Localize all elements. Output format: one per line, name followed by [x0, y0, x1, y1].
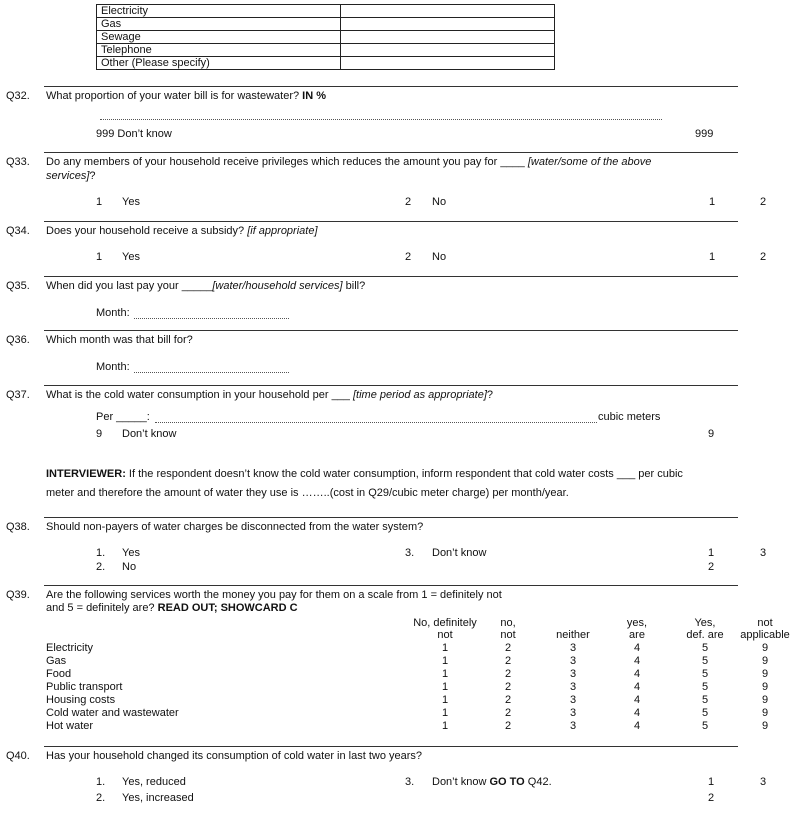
- q39-scale-code[interactable]: 9: [761, 668, 769, 680]
- q37-question: What is the cold water consumption in your household per ___ [time period as appropriate]?: [46, 389, 494, 401]
- q39-scale-code[interactable]: 3: [569, 655, 577, 667]
- q37-per-label: Per _____:: [96, 411, 150, 423]
- q39-question-line1: Are the following services worth the money you pay for them on a scale from 1 = definitely not: [46, 589, 502, 601]
- divider: [44, 385, 738, 386]
- service-name-cell: Sewage: [97, 31, 341, 44]
- q39-row-label: Hot water: [46, 720, 94, 732]
- q32-answer-line[interactable]: [100, 119, 662, 120]
- q35-question: When did you last pay your _____[water/household services] bill?: [46, 280, 366, 292]
- q38-option-num: 3.: [405, 547, 415, 559]
- q39-row-label: Gas: [46, 655, 67, 667]
- q39-scale-code[interactable]: 3: [569, 720, 577, 732]
- q39-scale-code[interactable]: 4: [633, 655, 641, 667]
- q33-number: Q33.: [6, 156, 30, 168]
- q34-number: Q34.: [6, 225, 30, 237]
- q39-column-header: no,: [500, 617, 516, 629]
- service-value-cell[interactable]: [341, 44, 555, 57]
- q39-column-header: def. are: [686, 629, 724, 641]
- service-name-cell: Other (Please specify): [97, 57, 341, 70]
- q39-column-header: not: [757, 617, 773, 629]
- q39-scale-code[interactable]: 3: [569, 707, 577, 719]
- q39-scale-code[interactable]: 5: [701, 707, 709, 719]
- q37-option-dont-know[interactable]: Don’t know: [122, 428, 177, 440]
- q39-scale-code[interactable]: 5: [701, 681, 709, 693]
- q39-scale-code[interactable]: 9: [761, 681, 769, 693]
- q39-scale-code[interactable]: 2: [504, 642, 512, 654]
- q36-month-label: Month:: [96, 361, 130, 373]
- q40-option-num: 1.: [96, 776, 106, 788]
- service-value-cell[interactable]: [341, 31, 555, 44]
- q39-scale-code[interactable]: 2: [504, 681, 512, 693]
- q39-row-label: Cold water and wastewater: [46, 707, 179, 719]
- q39-scale-code[interactable]: 2: [504, 668, 512, 680]
- services-table-row: [97, 31, 555, 44]
- service-name-cell: Electricity: [97, 5, 341, 18]
- services-table-row: [97, 18, 555, 31]
- q39-scale-code[interactable]: 4: [633, 668, 641, 680]
- q39-scale-code[interactable]: 1: [441, 655, 449, 667]
- q38-code: 2: [708, 561, 715, 573]
- q33-code: 2: [760, 196, 767, 208]
- q34-code: 2: [760, 251, 767, 263]
- q39-row-label: Public transport: [46, 681, 123, 693]
- q39-column-header: are: [629, 629, 645, 641]
- q38-option-dont-know[interactable]: Don’t know: [432, 547, 487, 559]
- q33-option-num: 1: [96, 196, 103, 208]
- q39-scale-code[interactable]: 1: [441, 642, 449, 654]
- q39-scale-code[interactable]: 9: [761, 720, 769, 732]
- q39-scale-code[interactable]: 9: [761, 707, 769, 719]
- q34-option-no[interactable]: No: [432, 251, 447, 263]
- q37-number: Q37.: [6, 389, 30, 401]
- q39-scale-code[interactable]: 3: [569, 694, 577, 706]
- q39-scale-code[interactable]: 5: [701, 694, 709, 706]
- q35-month-field[interactable]: [134, 318, 289, 319]
- q39-column-header: not: [437, 629, 453, 641]
- divider: [44, 517, 738, 518]
- q38-number: Q38.: [6, 521, 30, 533]
- q34-option-num: 2: [405, 251, 412, 263]
- q39-number: Q39.: [6, 589, 30, 601]
- q40-option-increased[interactable]: Yes, increased: [122, 792, 194, 804]
- q36-number: Q36.: [6, 334, 30, 346]
- q38-option-num: 1.: [96, 547, 106, 559]
- q36-question: Which month was that bill for?: [46, 334, 193, 346]
- q39-column-header: No, definitely: [413, 617, 477, 629]
- services-table: [96, 4, 555, 70]
- q40-option-num: 2.: [96, 792, 106, 804]
- q38-code: 1: [708, 547, 715, 559]
- q39-scale-code[interactable]: 4: [633, 720, 641, 732]
- q40-code: 1: [708, 776, 715, 788]
- q34-question: Does your household receive a subsidy? [if appropriate]: [46, 225, 318, 237]
- q39-scale-code[interactable]: 3: [569, 668, 577, 680]
- services-table-row: [97, 5, 555, 18]
- q39-scale-code[interactable]: 5: [701, 655, 709, 667]
- interviewer-note-line1: INTERVIEWER: If the respondent doesn’t know the cold water consumption, inform respondent that cold water costs ___ per cubic: [46, 468, 683, 480]
- q39-column-header: not: [500, 629, 516, 641]
- q38-code: 3: [760, 547, 767, 559]
- q34-option-yes[interactable]: Yes: [122, 251, 140, 263]
- q33-question-line2: services]?: [46, 170, 96, 182]
- q33-option-no[interactable]: No: [432, 196, 447, 208]
- divider: [44, 330, 738, 331]
- q38-option-yes[interactable]: Yes: [122, 547, 140, 559]
- q37-code: 9: [708, 428, 715, 440]
- q39-scale-code[interactable]: 1: [441, 681, 449, 693]
- q34-option-num: 1: [96, 251, 103, 263]
- q39-scale-code[interactable]: 4: [633, 707, 641, 719]
- q33-option-num: 2: [405, 196, 412, 208]
- q40-option-reduced[interactable]: Yes, reduced: [122, 776, 186, 788]
- q39-scale-code[interactable]: 5: [701, 668, 709, 680]
- q39-scale-code[interactable]: 9: [761, 642, 769, 654]
- service-value-cell[interactable]: [341, 18, 555, 31]
- q39-scale-code[interactable]: 9: [761, 694, 769, 706]
- q32-code: 999: [695, 128, 714, 140]
- divider: [44, 276, 738, 277]
- q39-row-label: Electricity: [46, 642, 94, 654]
- q40-code: 2: [708, 792, 715, 804]
- q32-dont-know: 999 Don’t know: [96, 128, 172, 140]
- q32-number: Q32.: [6, 90, 30, 102]
- q39-scale-code[interactable]: 9: [761, 655, 769, 667]
- services-table-row: [97, 57, 555, 70]
- q39-scale-code[interactable]: 4: [633, 681, 641, 693]
- divider: [44, 86, 738, 87]
- q39-scale-code[interactable]: 4: [633, 642, 641, 654]
- divider: [44, 152, 738, 153]
- q38-option-no[interactable]: No: [122, 561, 137, 573]
- q39-scale-code[interactable]: 2: [504, 707, 512, 719]
- q38-question: Should non-payers of water charges be disconnected from the water system?: [46, 521, 424, 533]
- q35-month-label: Month:: [96, 307, 130, 319]
- q32-question: What proportion of your water bill is for wastewater? IN %: [46, 90, 327, 102]
- q39-column-header: yes,: [626, 617, 648, 629]
- q39-column-header: applicable: [740, 629, 790, 641]
- q39-scale-code[interactable]: 3: [569, 642, 577, 654]
- q35-number: Q35.: [6, 280, 30, 292]
- q39-column-header: neither: [556, 629, 590, 641]
- q37-unit: cubic meters: [598, 411, 661, 423]
- q39-scale-code[interactable]: 3: [569, 681, 577, 693]
- q38-option-num: 2.: [96, 561, 106, 573]
- service-name-cell: Gas: [97, 18, 341, 31]
- q39-column-header: Yes,: [694, 617, 716, 629]
- q34-code: 1: [709, 251, 716, 263]
- q39-scale-code[interactable]: 1: [441, 707, 449, 719]
- q37-consumption-field[interactable]: [155, 422, 597, 423]
- q39-scale-code[interactable]: 1: [441, 694, 449, 706]
- q39-row-label: Food: [46, 668, 72, 680]
- q39-scale-code[interactable]: 5: [701, 642, 709, 654]
- q40-question: Has your household changed its consumption of cold water in last two years?: [46, 750, 423, 762]
- q39-question-line2: and 5 = definitely are? READ OUT; SHOWCARD C: [46, 602, 298, 614]
- q36-month-field[interactable]: [134, 372, 289, 373]
- q39-scale-code[interactable]: 1: [441, 720, 449, 732]
- q40-code: 3: [760, 776, 767, 788]
- q39-scale-code[interactable]: 1: [441, 668, 449, 680]
- divider: [44, 585, 738, 586]
- q39-scale-code[interactable]: 4: [633, 694, 641, 706]
- q39-row-label: Housing costs: [46, 694, 116, 706]
- q33-option-yes[interactable]: Yes: [122, 196, 140, 208]
- q39-scale-code[interactable]: 2: [504, 655, 512, 667]
- service-name-cell: Telephone: [97, 44, 341, 57]
- interviewer-note-line2: meter and therefore the amount of water they use is ……..(cost in Q29/cubic meter charge) per month/year.: [46, 487, 569, 499]
- divider: [44, 746, 738, 747]
- q33-question-line1: Do any members of your household receive privileges which reduces the amount you pay for ____ [water/some of the above: [46, 156, 652, 168]
- q37-option-num: 9: [96, 428, 103, 440]
- q39-scale-code[interactable]: 2: [504, 720, 512, 732]
- q40-option-num: 3.: [405, 776, 415, 788]
- service-value-cell[interactable]: [341, 57, 555, 70]
- q40-option-dont-know[interactable]: Don’t know GO TO Q42.: [432, 776, 552, 788]
- q40-number: Q40.: [6, 750, 30, 762]
- service-value-cell[interactable]: [341, 5, 555, 18]
- divider: [44, 221, 738, 222]
- services-table-row: [97, 44, 555, 57]
- q33-code: 1: [709, 196, 716, 208]
- q39-scale-code[interactable]: 5: [701, 720, 709, 732]
- q39-scale-code[interactable]: 2: [504, 694, 512, 706]
